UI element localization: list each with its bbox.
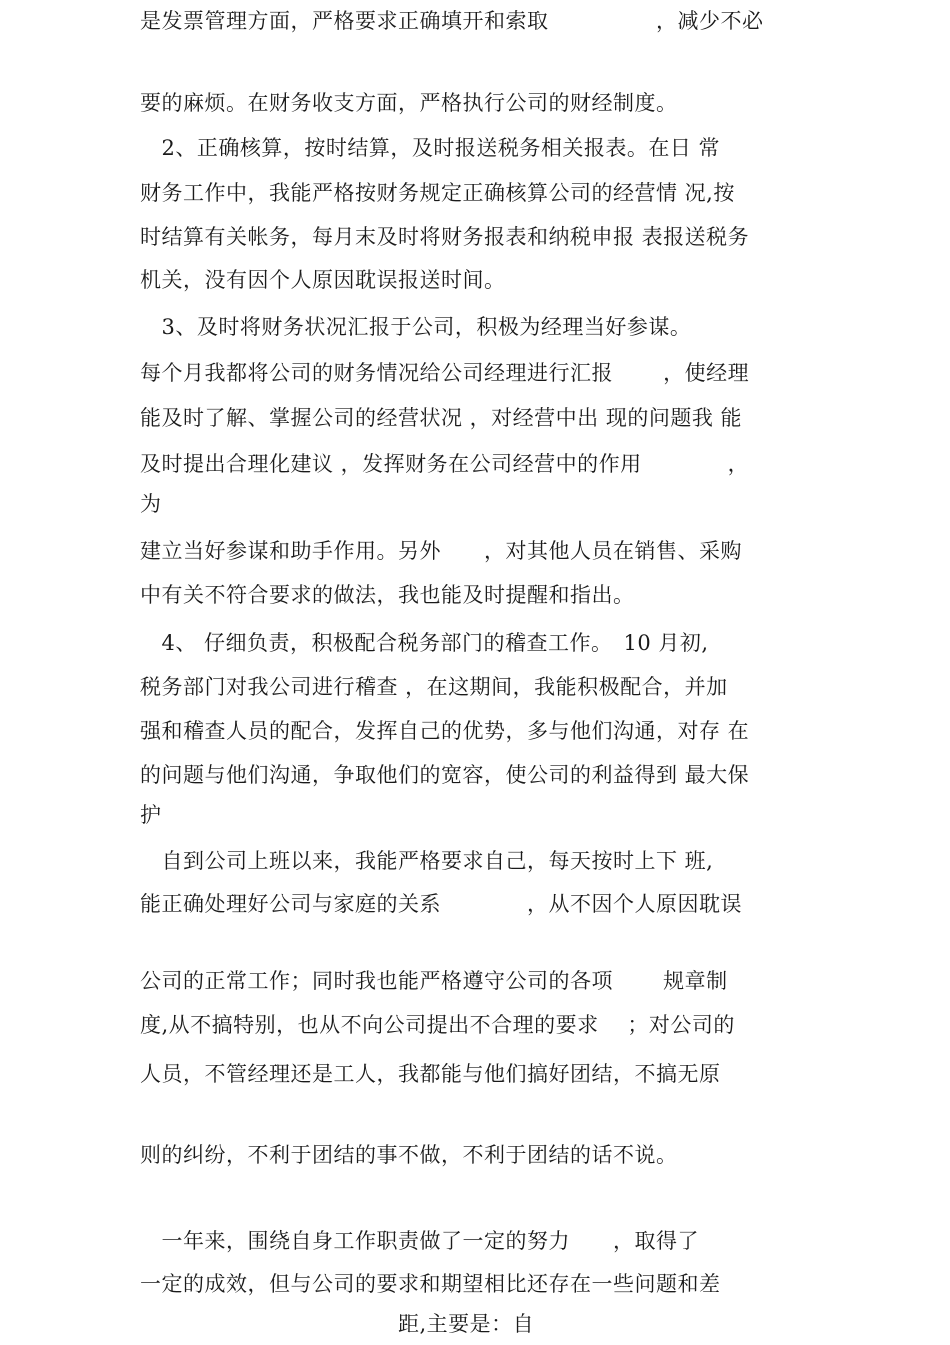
text-line-19: 自到公司上班以来，我能严格要求自己，每天按时上下 班, [140, 849, 714, 873]
text-line-4: 财务工作中，我能严格按财务规定正确核算公司的经营情 况,按 [140, 181, 735, 205]
text-line-23: 人员，不管经理还是工人，我都能与他们搞好团结，不搞无原 [140, 1062, 721, 1086]
text-line-1: 是发票管理方面，严格要求正确填开和索取 ，减少不必 [140, 9, 764, 33]
text-line-18: 护 [140, 803, 162, 827]
text-line-8: 每个月我都将公司的财务情况给公司经理进行汇报 ，使经理 [140, 361, 750, 385]
text-line-22: 度,从不搞特别，也从不向公司提出不合理的要求 ；对公司的 [140, 1013, 735, 1037]
text-line-16: 强和稽查人员的配合，发挥自己的优势，多与他们沟通，对存 在 [140, 719, 750, 743]
text-line-20: 能正确处理好公司与家庭的关系 ，从不因个人原因耽误 [140, 892, 742, 916]
text-line-17: 的问题与他们沟通，争取他们的宽容，使公司的利益得到 最大保 [140, 763, 750, 787]
text-line-6: 机关，没有因个人原因耽误报送时间。 [140, 268, 506, 292]
text-line-15: 税务部门对我公司进行稽查 ，在这期间，我能积极配合，并加 [140, 675, 728, 699]
text-line-3: 2、正确核算，按时结算，及时报送税务相关报表。在日 常 [140, 136, 721, 160]
text-line-27: 距,主要是：自 [140, 1312, 535, 1336]
text-line-21: 公司的正常工作；同时我也能严格遵守公司的各项 规章制 [140, 969, 728, 993]
text-line-25: 一年来，围绕自身工作职责做了一定的努力 ，取得了 [140, 1229, 699, 1253]
text-line-9: 能及时了解、掌握公司的经营状况 ，对经营中出 现的问题我 能 [140, 406, 743, 430]
text-line-10: 及时提出合理化建议 ，发挥财务在公司经营中的作用 ， [140, 452, 750, 476]
text-line-26: 一定的成效，但与公司的要求和期望相比还存在一些问题和差 [140, 1272, 721, 1296]
text-line-11: 为 [140, 492, 162, 516]
text-line-2: 要的麻烦。在财务收支方面，严格执行公司的财经制度。 [140, 91, 678, 115]
text-line-12: 建立当好参谋和助手作用。另外 ，对其他人员在销售、采购 [140, 539, 742, 563]
text-line-5: 时结算有关帐务，每月末及时将财务报表和纳税申报 表报送税务 [140, 225, 750, 249]
text-line-13: 中有关不符合要求的做法，我也能及时提醒和指出。 [140, 583, 635, 607]
text-line-7: 3、及时将财务状况汇报于公司，积极为经理当好参谋。 [140, 315, 692, 339]
text-line-14: 4、 仔细负责，积极配合税务部门的稽查工作。 10 月初, [140, 631, 709, 655]
text-line-24: 则的纠纷，不利于团结的事不做，不利于团结的话不说。 [140, 1143, 678, 1167]
